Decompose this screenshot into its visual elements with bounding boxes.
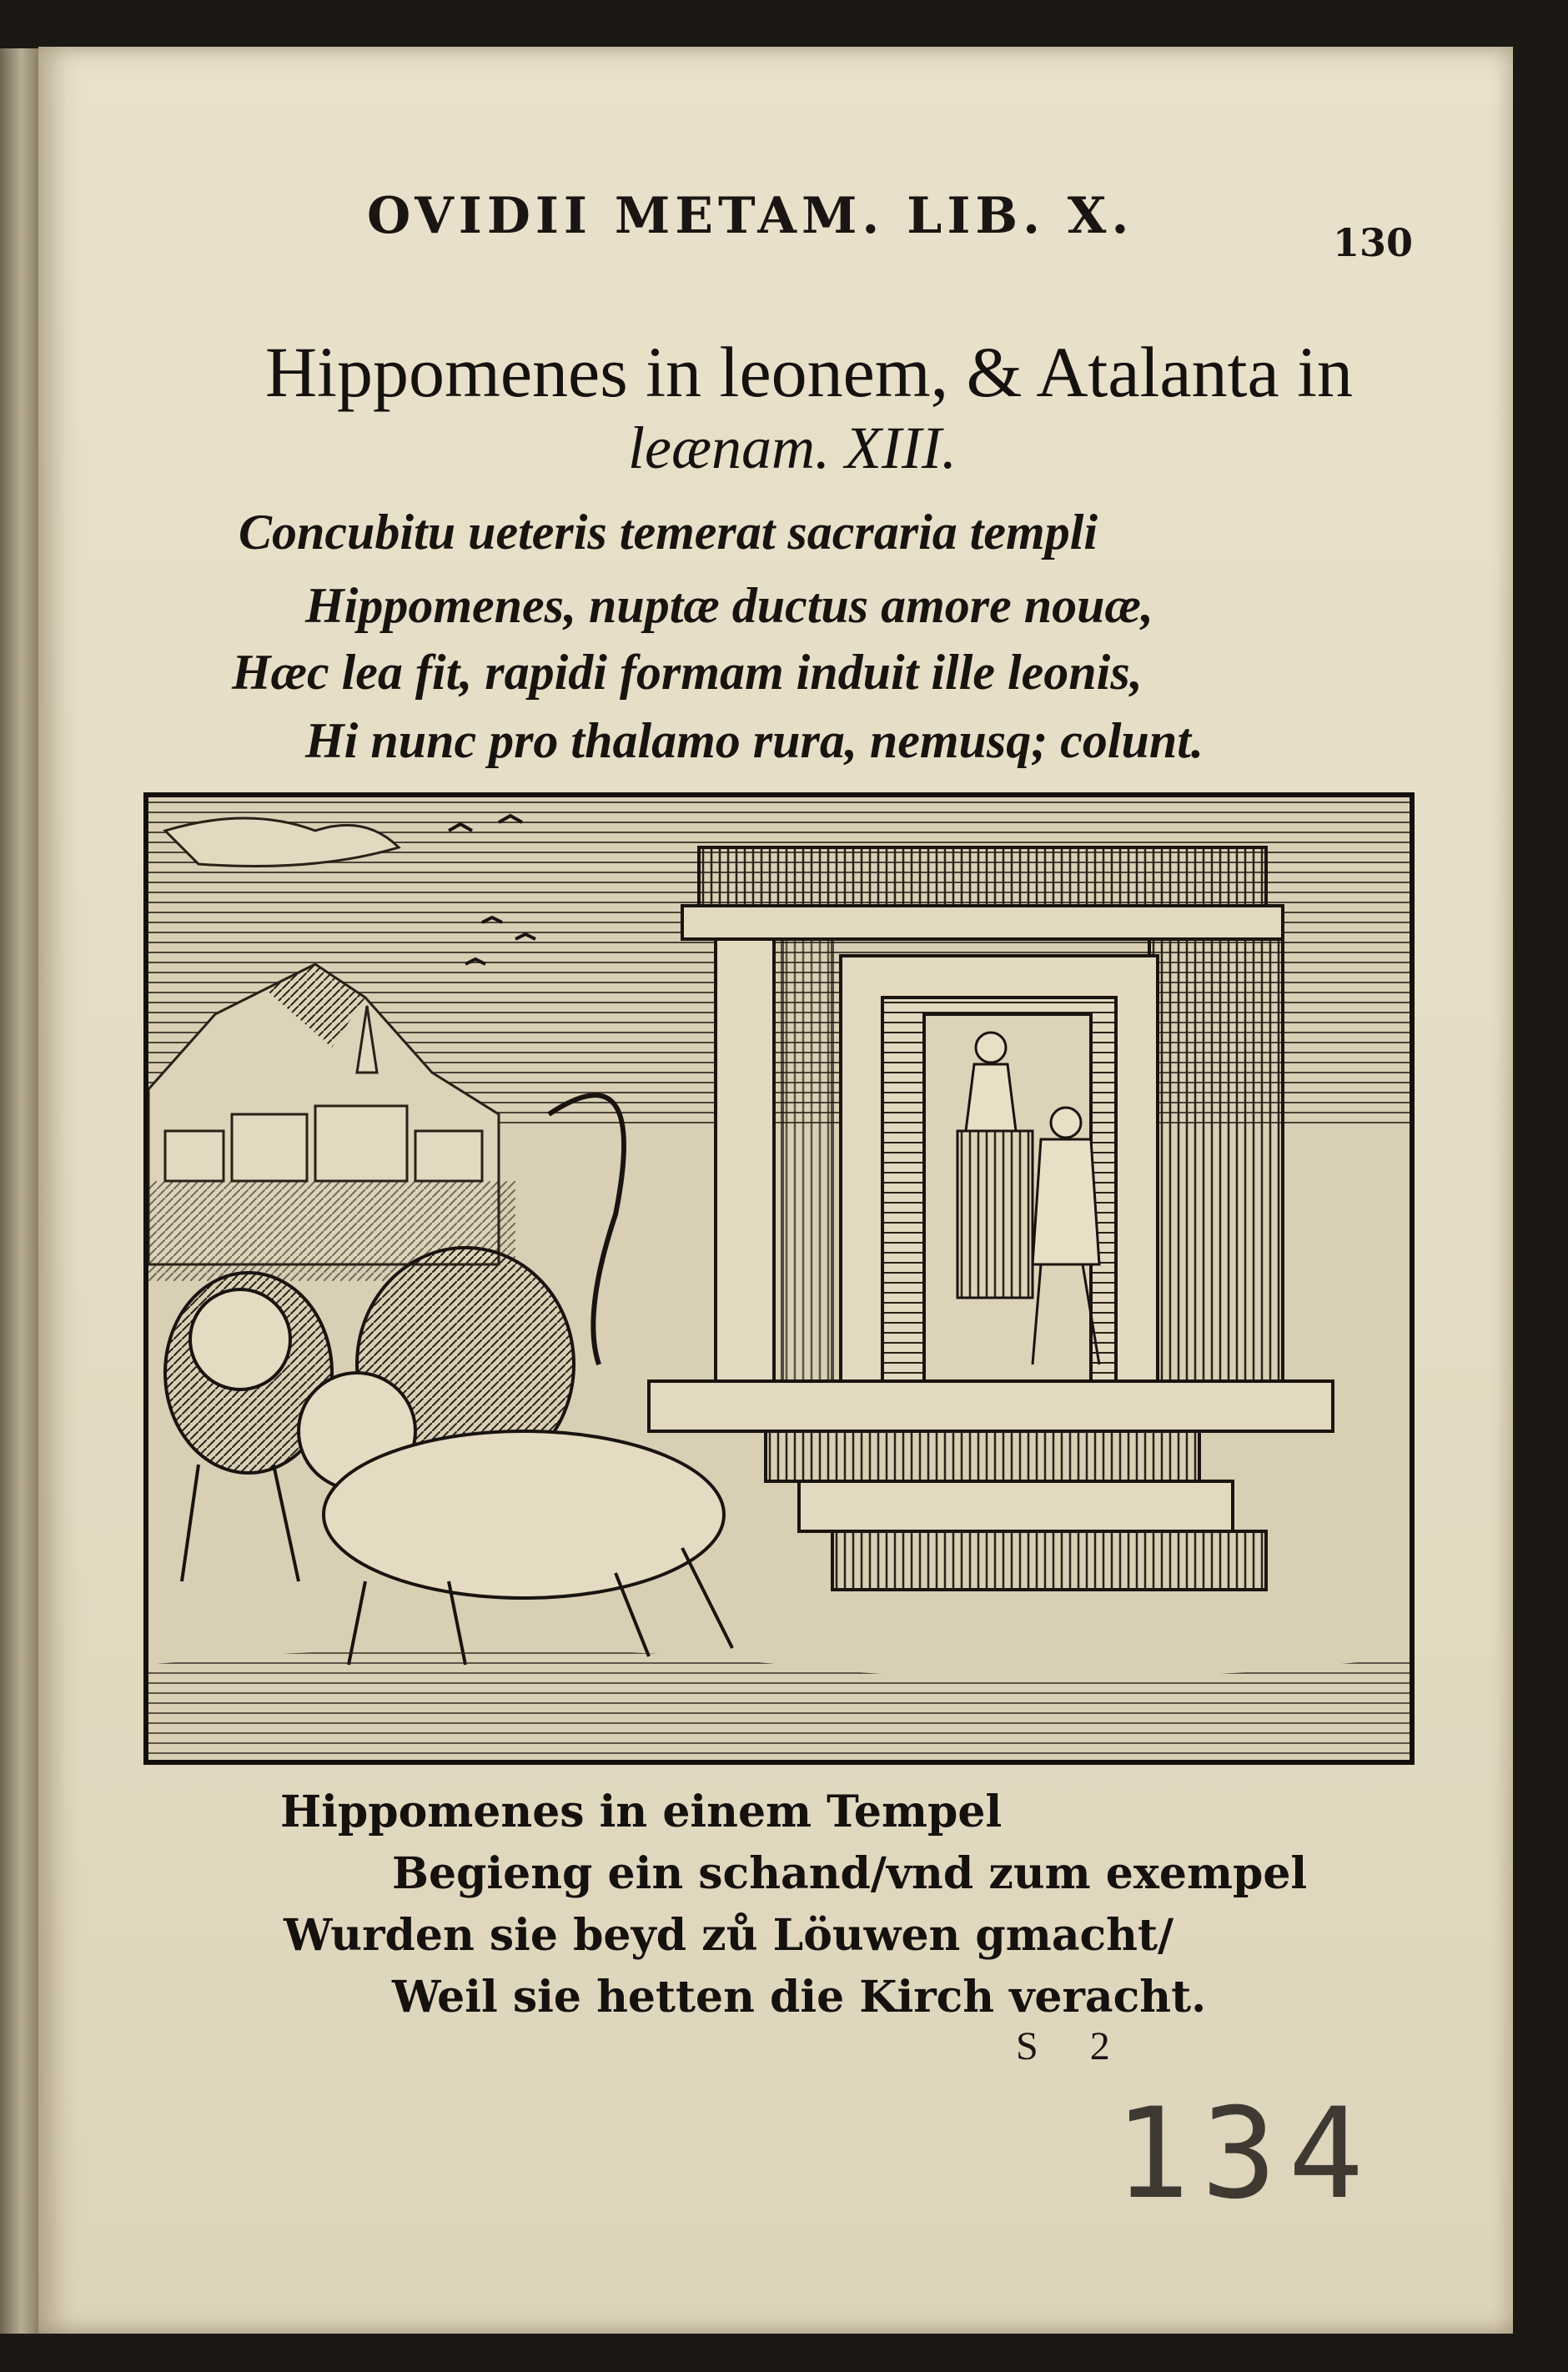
woodcut-scene — [148, 797, 1410, 1760]
page-number: 130 — [1333, 220, 1414, 265]
latin-verse-4: Hi nunc pro thalamo rura, nemusq; colunt. — [305, 713, 1204, 768]
latin-verse-1: Concubitu ueteris temerat sacraria templi — [239, 505, 1098, 560]
signature-mark: S 2 — [1016, 2024, 1110, 2068]
german-verse-1: Hippomenes in einem Tempel — [280, 1787, 1003, 1837]
stamped-number: 134 — [1114, 2082, 1375, 2227]
woodcut-illustration — [143, 792, 1415, 1765]
german-verse-4: Weil sie hetten die Kirch veracht. — [392, 1972, 1207, 2023]
temple-steps — [649, 1381, 1333, 1590]
title-line-2: leænam. XIII. — [628, 415, 957, 481]
latin-verse-3: Hæc lea fit, rapidi formam induit ille leonis, — [232, 645, 1143, 700]
title-line-1: Hippomenes in leonem, & Atalanta in — [264, 332, 1354, 412]
book-page — [38, 47, 1513, 2334]
ground — [148, 1648, 1410, 1760]
left-page-edge — [0, 48, 38, 2334]
german-verse-3: Wurden sie beyd zů Löuwen gmacht/ — [284, 1910, 1173, 1961]
german-verse-2: Begieng ein schand/vnd zum exempel — [392, 1848, 1308, 1899]
latin-verse-2: Hippomenes, nuptæ ductus amore nouæ, — [305, 578, 1153, 633]
running-head: OVIDII METAM. LIB. X. — [367, 187, 1134, 245]
